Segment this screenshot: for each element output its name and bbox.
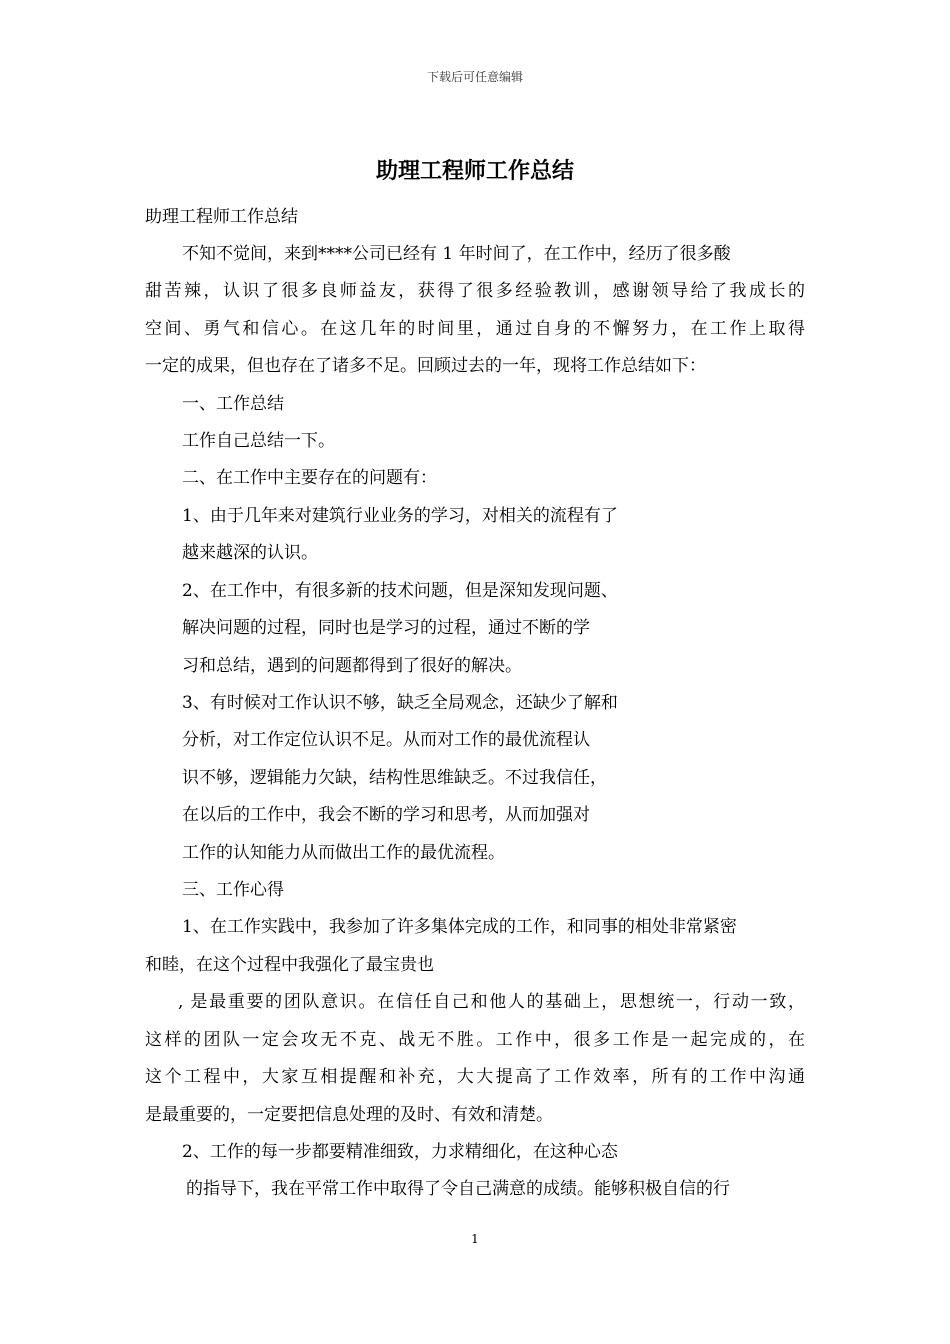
body-line: 的指导下，我在平常工作中取得了令自己满意的成绩。能够积极自信的行 (186, 1179, 730, 1199)
body-line: 1、在工作实践中，我参加了许多集体完成的工作，和同事的相处非常紧密 (182, 917, 737, 937)
page-header: 下载后可任意编辑 (426, 70, 523, 84)
section-heading: 二、在工作中主要存在的问题有： (182, 468, 437, 488)
body-line: 1、由于几年来对建筑行业业务的学习，对相关的流程有了 (182, 506, 618, 526)
body-line: 解决问题的过程，同时也是学习的过程，通过不断的学 (182, 618, 590, 638)
body-line: 和睦，在这个过程中我强化了最宝贵也 (145, 955, 434, 975)
page-number: 1 (471, 1232, 479, 1246)
body-line: 识不够，逻辑能力欠缺，结构性思维缺乏。不过我信任， (182, 768, 607, 788)
body-line: 分析，对工作定位认识不足。从而对工作的最优流程认 (182, 730, 590, 750)
body-line: 不知不觉间，来到****公司已经有 1 年时间了，在工作中，经历了很多酸 (182, 244, 731, 264)
section-heading: 一、工作总结 (182, 394, 284, 414)
body-line: 甜苦辣，认识了很多良师益友，获得了很多经验教训，感谢领导给了我成长的 (145, 281, 805, 301)
document-title: 助理工程师工作总结 (375, 158, 574, 184)
body-line: 2、在工作中，有很多新的技术问题，但是深知发现问题、 (182, 581, 618, 601)
body-line: 助理工程师工作总结 (145, 207, 298, 227)
body-line: 工作自己总结一下。 (182, 431, 335, 451)
body-line: 这个工程中，大家互相提醒和补充，大大提高了工作效率，所有的工作中沟通 (145, 1067, 805, 1087)
body-line: 这样的团队一定会攻无不克、战无不胜。工作中，很多工作是一起完成的，在 (145, 1030, 805, 1050)
body-line: 是最重要的，一定要把信息处理的及时、有效和清楚。 (145, 1105, 553, 1125)
body-line: 在以后的工作中，我会不断的学习和思考，从而加强对 (182, 805, 590, 825)
body-line: 3、有时候对工作认识不够，缺乏全局观念，还缺少了解和 (182, 693, 618, 713)
body-line: 空间、勇气和信心。在这几年的时间里，通过自身的不懈努力，在工作上取得 (145, 319, 805, 339)
body-line: 越来越深的认识。 (182, 543, 318, 563)
section-heading: 三、工作心得 (182, 880, 284, 900)
body-line: 习和总结，遇到的问题都得到了很好的解决。 (182, 656, 522, 676)
body-line: 一定的成果，但也存在了诸多不足。回顾过去的一年，现将工作总结如下： (145, 356, 706, 376)
body-line: 2、工作的每一步都要精准细致，力求精细化，在这种心态 (182, 1142, 618, 1162)
body-line: 工作的认知能力从而做出工作的最优流程。 (182, 843, 505, 863)
body-line: , 是最重要的团队意识。在信任自己和他人的基础上，思想统一，行动一致， (178, 992, 805, 1012)
